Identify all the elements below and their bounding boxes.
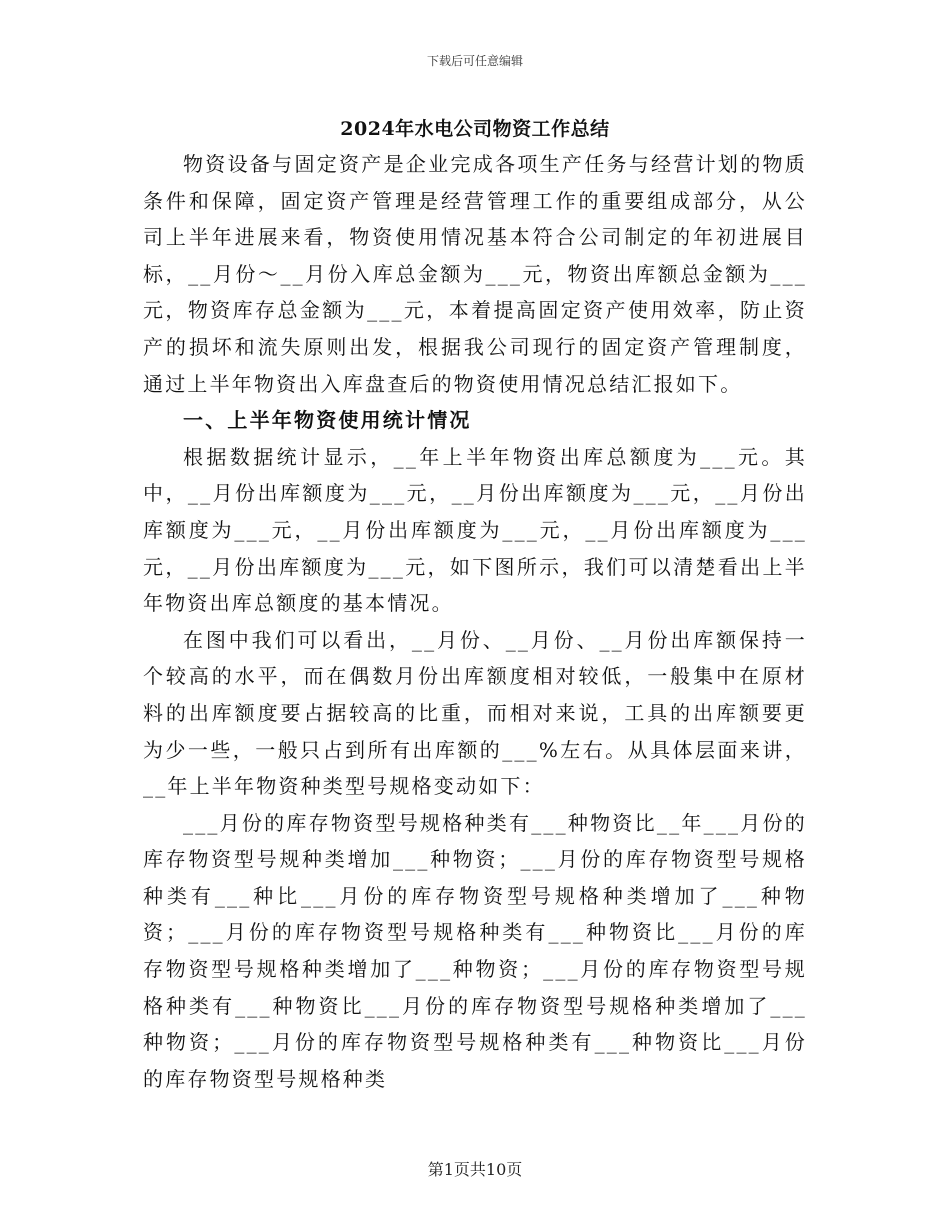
document-title: 2024年水电公司物资工作总结 [340, 118, 610, 140]
analysis-paragraph: 在图中我们可以看出，__月份、__月份、__月份出库额保持一个较高的水平，而在偶数月份出库额度相对较低，一般集中在原材料的出库额度要占据较高的比重，而相对来说，工具的出库额要更为少一些，一般只占到所有出库额的___%左右。从具体层面来讲，__年上半年物资种类型号规格变动如下： [143, 627, 807, 799]
inventory-paragraph: ___月份的库存物资型号规格种类有___种物资比__年___月份的库存物资型号规种类增加___种物资；___月份的库存物资型号规格种类有___种比___月份的库存物资型号规格种类增加了___种物资；___月份的库存物资型号规格种类有___种物资比___月份的库存物资型号规格种类增加了___种物资；___月份的库存物资型号规格种类有___种物资比___月份的库存物资型号规格种类增加了___种物资；___月份的库存物资型号规格种类有___种物资比___月份的库存物资型号规格种类 [143, 810, 807, 1091]
statistics-paragraph: 根据数据统计显示，__年上半年物资出库总额度为___元。其中，__月份出库额度为___元，__月份出库额度为___元，__月份出库额度为___元，__月份出库额度为___元，__月份出库额度为___元，__月份出库额度为___元，如下图所示，我们可以清楚看出上半年物资出库总额度的基本情况。 [143, 444, 807, 616]
section-heading: 一、上半年物资使用统计情况 [183, 408, 472, 433]
intro-paragraph: 物资设备与固定资产是企业完成各项生产任务与经营计划的物质条件和保障，固定资产管理是经营管理工作的重要组成部分，从公司上半年进展来看，物资使用情况基本符合公司制定的年初进展目标，__月份～__月份入库总金额为___元，物资出库额总金额为___元，物资库存总金额为___元，本着提高固定资产使用效率，防止资产的损坏和流失原则出发，根据我公司现行的固定资产管理制度，通过上半年物资出入库盘查后的物资使用情况总结汇报如下。 [143, 152, 807, 396]
header-note: 下载后可任意编辑 [426, 54, 523, 68]
document-body [143, 146, 807, 1097]
page-footer: 第1页共10页 [427, 1160, 523, 1179]
